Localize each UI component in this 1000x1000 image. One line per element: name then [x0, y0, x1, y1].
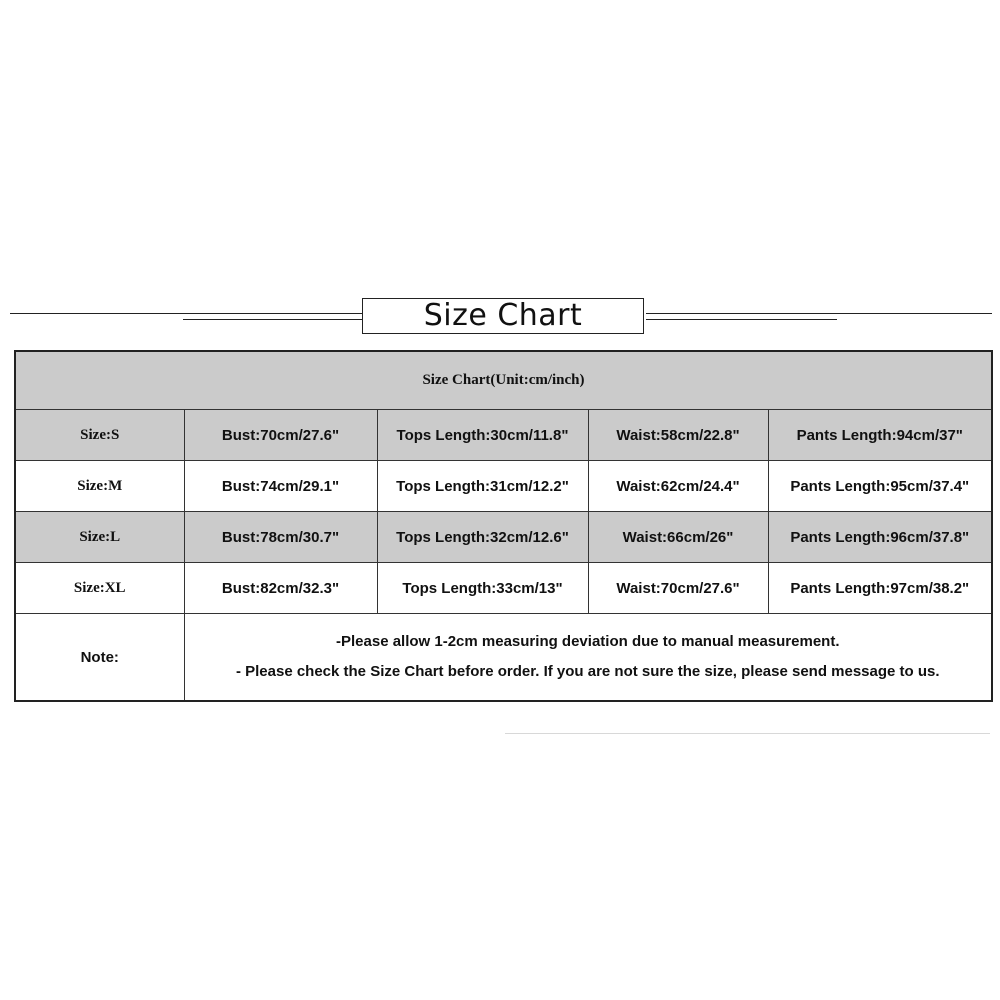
note-text	[184, 614, 992, 702]
bust-cell: Bust:82cm/32.3"	[184, 563, 377, 614]
pants-length-cell: Pants Length:95cm/37.4"	[768, 461, 992, 512]
pants-length-cell: Pants Length:96cm/37.8"	[768, 512, 992, 563]
table-row	[15, 410, 992, 461]
waist-cell: Waist:70cm/27.6"	[588, 563, 768, 614]
waist-cell: Waist:62cm/24.4"	[588, 461, 768, 512]
tops-length-cell: Tops Length:32cm/12.6"	[377, 512, 588, 563]
table-row	[15, 563, 992, 614]
bust-cell: Bust:70cm/27.6"	[184, 410, 377, 461]
waist-cell: Waist:66cm/26"	[588, 512, 768, 563]
size-cell: Size:M	[15, 461, 184, 512]
tops-length-cell: Tops Length:30cm/11.8"	[377, 410, 588, 461]
size-chart-table	[14, 350, 993, 702]
header-rule-left-short	[183, 319, 362, 320]
header-rule-right-short	[646, 319, 837, 320]
tops-length-cell: Tops Length:33cm/13"	[377, 563, 588, 614]
table-caption: Size Chart(Unit:cm/inch)	[15, 351, 992, 410]
bust-cell: Bust:78cm/30.7"	[184, 512, 377, 563]
header-rule-left	[10, 313, 362, 314]
note-line: -Please allow 1-2cm measuring deviation due to manual measurement.	[336, 633, 840, 650]
pants-length-cell: Pants Length:97cm/38.2"	[768, 563, 992, 614]
table-row	[15, 461, 992, 512]
divider	[505, 733, 990, 734]
table-caption-row	[15, 351, 992, 410]
bust-cell: Bust:74cm/29.1"	[184, 461, 377, 512]
note-line: - Please check the Size Chart before order. If you are not sure the size, please send message to us.	[235, 663, 940, 680]
size-cell: Size:XL	[15, 563, 184, 614]
waist-cell: Waist:58cm/22.8"	[588, 410, 768, 461]
table-row	[15, 512, 992, 563]
tops-length-cell: Tops Length:31cm/12.2"	[377, 461, 588, 512]
header-rule-right	[646, 313, 992, 314]
page-title: Size Chart	[362, 298, 644, 334]
size-cell: Size:S	[15, 410, 184, 461]
size-cell: Size:L	[15, 512, 184, 563]
note-label: Note:	[15, 614, 184, 702]
pants-length-cell: Pants Length:94cm/37"	[768, 410, 992, 461]
note-row	[15, 614, 992, 702]
